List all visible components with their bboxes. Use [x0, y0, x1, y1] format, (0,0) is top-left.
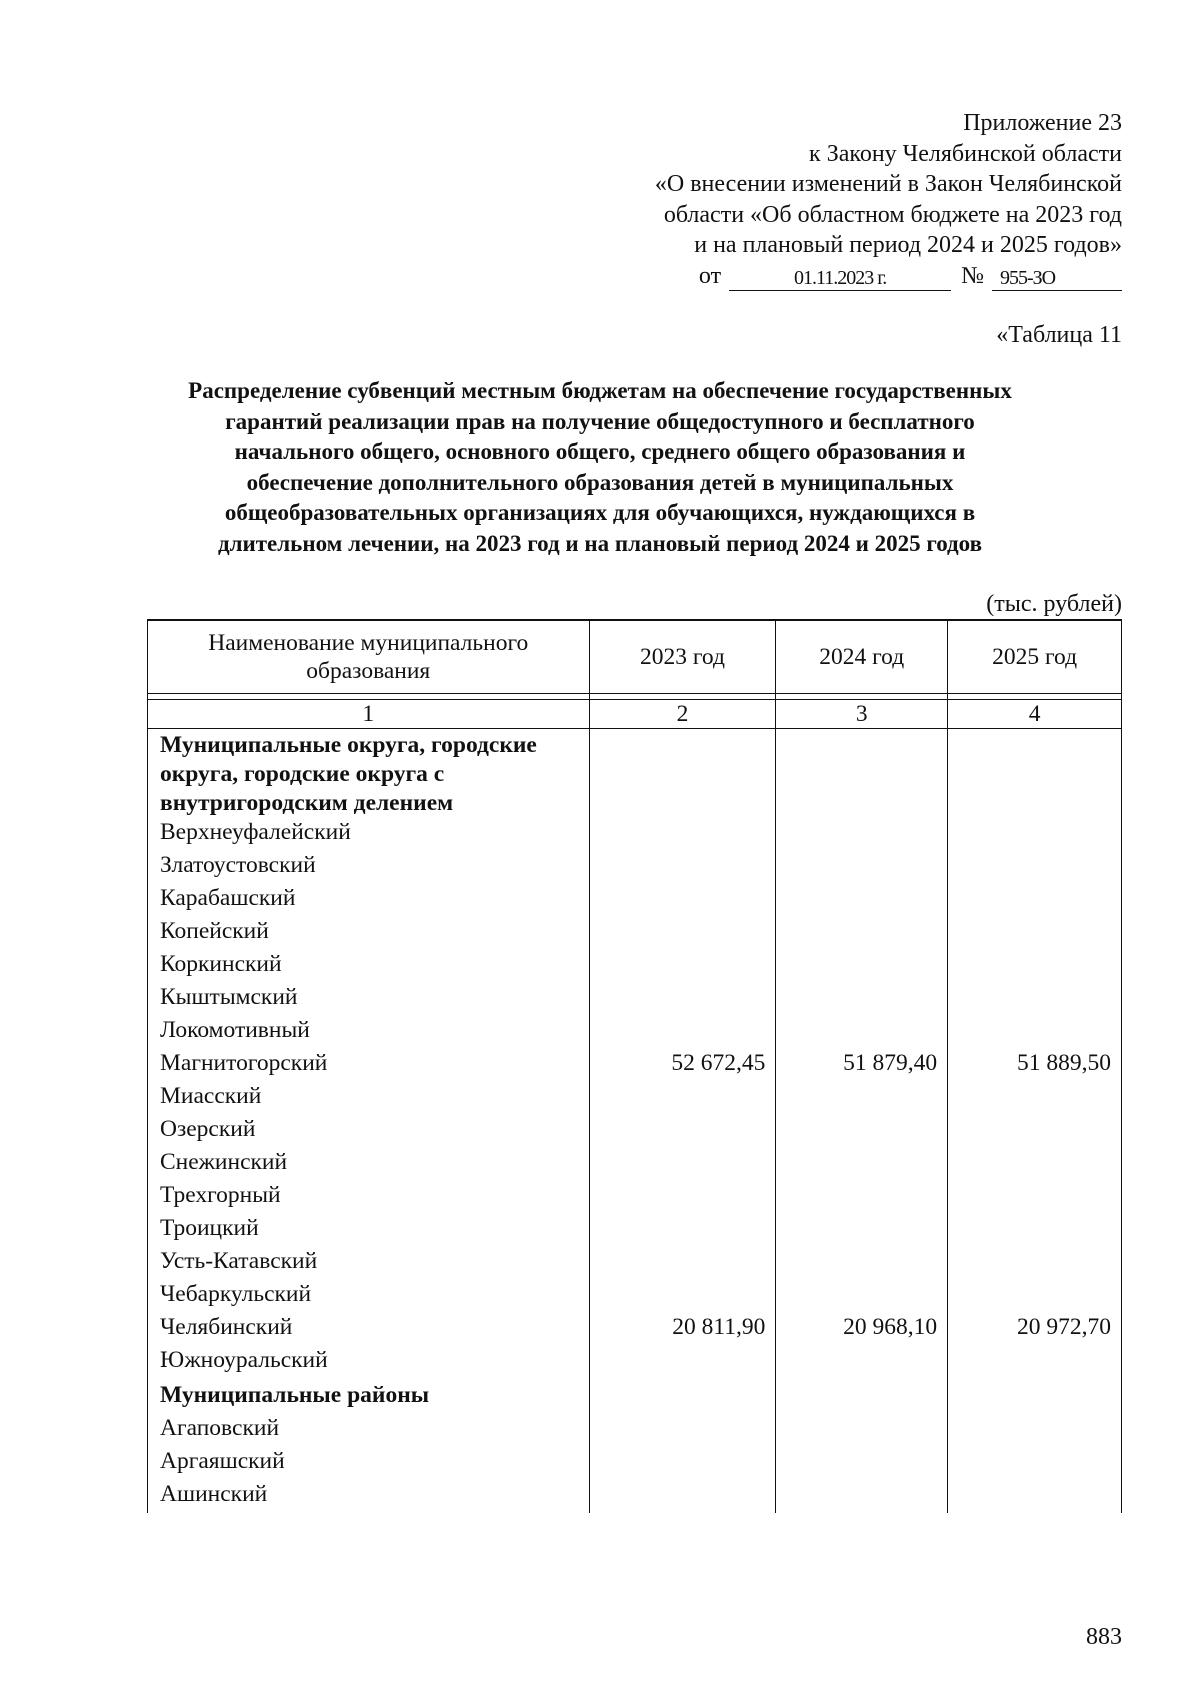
- value-2025: [948, 884, 1122, 917]
- value-2023: 52 672,45: [589, 1049, 776, 1082]
- value-2025: [948, 950, 1122, 983]
- column-number: 2: [589, 700, 776, 729]
- table-body: [148, 729, 1122, 1514]
- table-row: [148, 1115, 1122, 1148]
- number-value: 955-ЗО: [992, 266, 1122, 291]
- title-line: Распределение субвенций местным бюджетам на обеспечение государственных: [188, 378, 1012, 403]
- value-2025: [948, 1414, 1122, 1447]
- value-2024: [776, 818, 948, 851]
- value-2024: [776, 1280, 948, 1313]
- date-label: от: [698, 262, 722, 289]
- table-row: [148, 1148, 1122, 1181]
- table-row: [148, 983, 1122, 1016]
- appendix-line: Приложение 23: [963, 110, 1122, 136]
- value-2024: [776, 1115, 948, 1148]
- group-heading: Муниципальные округа, городские округа, городские округа с внутригородским делением: [148, 729, 590, 819]
- subvention-table: [147, 619, 1122, 1513]
- value-2024: [776, 851, 948, 884]
- municipality-name: Агаповский: [148, 1414, 590, 1447]
- page-number: 883: [1086, 1624, 1122, 1650]
- value-2023: [589, 851, 776, 884]
- value-2025: [948, 1148, 1122, 1181]
- column-number: 3: [776, 700, 948, 729]
- value-2024: [776, 1480, 948, 1513]
- title-line: длительном лечении, на 2023 год и на плановый период 2024 и 2025 годов: [217, 530, 983, 556]
- value-2023: [589, 1214, 776, 1247]
- table-group-row: [148, 729, 1122, 819]
- empty-cell: [948, 729, 1122, 819]
- value-2024: [776, 884, 948, 917]
- value-2023: [589, 818, 776, 851]
- municipality-name: Чебаркульский: [148, 1280, 590, 1313]
- table-row: [148, 1480, 1122, 1513]
- value-2023: [589, 1480, 776, 1513]
- value-2023: [589, 1082, 776, 1115]
- municipality-name: Копейский: [148, 917, 590, 950]
- value-2025: 20 972,70: [948, 1313, 1122, 1346]
- municipality-name: Миасский: [148, 1082, 590, 1115]
- value-2025: [948, 1214, 1122, 1247]
- table-row: [148, 1447, 1122, 1480]
- municipality-name: Усть-Катавский: [148, 1247, 590, 1280]
- value-2024: [776, 1214, 948, 1247]
- table-row: [148, 1016, 1122, 1049]
- value-2024: [776, 1414, 948, 1447]
- column-number: 4: [948, 700, 1122, 729]
- table-header-row: [148, 620, 1122, 694]
- value-2025: [948, 1447, 1122, 1480]
- empty-cell: [776, 729, 948, 819]
- value-2024: [776, 1247, 948, 1280]
- value-2024: [776, 1181, 948, 1214]
- appendix-header: [562, 108, 1122, 291]
- municipality-name: Карабашский: [148, 884, 590, 917]
- table-row: [148, 1414, 1122, 1447]
- value-2023: [589, 1346, 776, 1379]
- municipality-name: Локомотивный: [148, 1016, 590, 1049]
- municipality-name: Троицкий: [148, 1214, 590, 1247]
- value-2024: [776, 1082, 948, 1115]
- appendix-line: и на плановый период 2024 и 2025 годов»: [694, 232, 1122, 258]
- value-2024: 51 879,40: [776, 1049, 948, 1082]
- table-row: [148, 851, 1122, 884]
- date-value: 01.11.2023 г.: [729, 266, 951, 291]
- value-2024: [776, 950, 948, 983]
- units-label: (тыс. рублей): [986, 591, 1122, 617]
- empty-cell: [948, 1379, 1122, 1414]
- value-2025: [948, 1480, 1122, 1513]
- table-group-row: [148, 1379, 1122, 1414]
- value-2024: [776, 1148, 948, 1181]
- title-line: обеспечение дополнительного образования детей в муниципальных: [246, 469, 954, 495]
- municipality-name: Верхнеуфалейский: [148, 818, 590, 851]
- municipality-name: Златоустовский: [148, 851, 590, 884]
- municipality-name: Южноуральский: [148, 1346, 590, 1379]
- column-number: 1: [148, 700, 590, 729]
- header-2025: 2025 год: [948, 620, 1122, 694]
- header-2024: 2024 год: [776, 620, 948, 694]
- value-2025: [948, 917, 1122, 950]
- value-2025: [948, 1016, 1122, 1049]
- value-2025: [948, 983, 1122, 1016]
- municipality-name: Аргаяшский: [148, 1447, 590, 1480]
- value-2023: [589, 884, 776, 917]
- value-2023: [589, 1148, 776, 1181]
- value-2024: [776, 1447, 948, 1480]
- table-row: [148, 1280, 1122, 1313]
- empty-cell: [776, 1379, 948, 1414]
- value-2025: [948, 1280, 1122, 1313]
- municipality-name: Челябинский: [148, 1313, 590, 1346]
- value-2023: [589, 950, 776, 983]
- value-2025: [948, 851, 1122, 884]
- empty-cell: [589, 729, 776, 819]
- value-2025: [948, 1346, 1122, 1379]
- title-line: начального общего, основного общего, среднего общего образования и: [234, 439, 966, 464]
- value-2023: [589, 983, 776, 1016]
- title-line: гарантий реализации прав на получение общедоступного и бесплатного: [225, 408, 975, 434]
- value-2024: [776, 983, 948, 1016]
- value-2023: [589, 1247, 776, 1280]
- value-2025: [948, 818, 1122, 851]
- value-2024: [776, 1346, 948, 1379]
- value-2025: [948, 1247, 1122, 1280]
- value-2024: 20 968,10: [776, 1313, 948, 1346]
- appendix-line: области «Об областном бюджете на 2023 год: [663, 201, 1122, 228]
- municipality-name: Снежинский: [148, 1148, 590, 1181]
- document-title: [130, 376, 1070, 559]
- value-2024: [776, 1016, 948, 1049]
- value-2023: [589, 1414, 776, 1447]
- municipality-name: Магнитогорский: [148, 1049, 590, 1082]
- value-2023: [589, 1447, 776, 1480]
- table-row: [148, 950, 1122, 983]
- municipality-name: Кыштымский: [148, 983, 590, 1016]
- table-row: [148, 1247, 1122, 1280]
- appendix-line: «О внесении изменений в Закон Челябинской: [654, 171, 1122, 197]
- header-2023: 2023 год: [589, 620, 776, 694]
- table-row: [148, 1049, 1122, 1082]
- value-2024: [776, 917, 948, 950]
- table-reference: «Таблица 11: [996, 322, 1122, 348]
- value-2023: [589, 1115, 776, 1148]
- table-row: [148, 1181, 1122, 1214]
- value-2023: [589, 1181, 776, 1214]
- municipality-name: Озерский: [148, 1115, 590, 1148]
- table-row: [148, 884, 1122, 917]
- title-line: общеобразовательных организациях для обучающихся, нуждающихся в: [224, 500, 976, 525]
- municipality-name: Ашинский: [148, 1480, 590, 1513]
- empty-cell: [589, 1379, 776, 1414]
- group-heading: Муниципальные районы: [148, 1379, 590, 1414]
- value-2025: [948, 1181, 1122, 1214]
- value-2025: [948, 1115, 1122, 1148]
- municipality-name: Трехгорный: [148, 1181, 590, 1214]
- appendix-line: к Закону Челябинской области: [809, 140, 1122, 167]
- value-2023: [589, 1016, 776, 1049]
- value-2023: 20 811,90: [589, 1313, 776, 1346]
- number-label: №: [961, 262, 984, 289]
- table-row: [148, 1082, 1122, 1115]
- table-row: [148, 1346, 1122, 1379]
- table-row: [148, 917, 1122, 950]
- column-number-row: [148, 700, 1122, 729]
- table-row: [148, 1214, 1122, 1247]
- table-row: [148, 818, 1122, 851]
- table-row: [148, 1313, 1122, 1346]
- value-2023: [589, 917, 776, 950]
- law-date-number: [562, 261, 1122, 292]
- value-2023: [589, 1280, 776, 1313]
- municipality-name: Коркинский: [148, 950, 590, 983]
- value-2025: 51 889,50: [948, 1049, 1122, 1082]
- value-2025: [948, 1082, 1122, 1115]
- header-municipality: Наименование муниципального образования: [148, 620, 590, 694]
